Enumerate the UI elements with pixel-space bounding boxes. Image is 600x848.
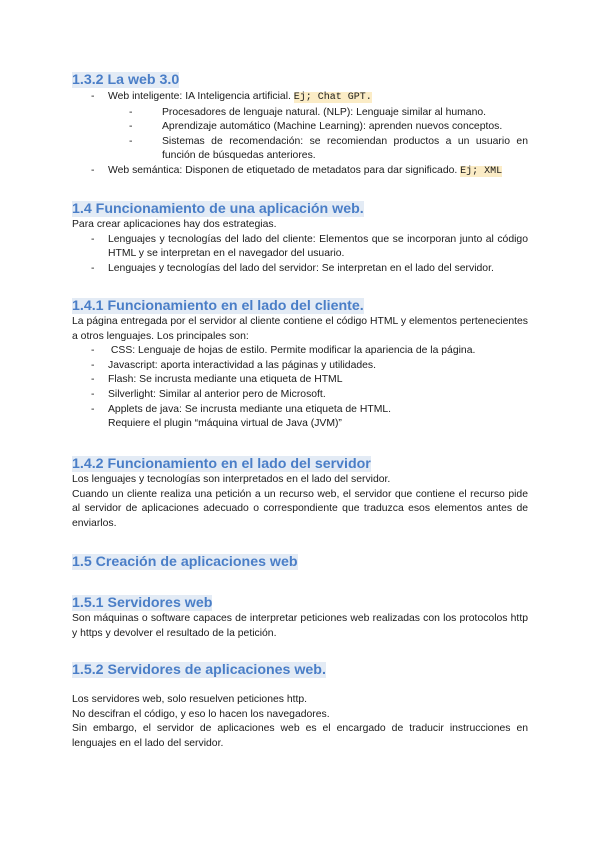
- heading-1-4: 1.4 Funcionamiento de una aplicación web.: [72, 201, 364, 217]
- paragraph: Cuando un cliente realiza una petición a un recurso web, el servidor que contiene el recurso pide al servidor de aplicaciones adecuado o correspondiente que traduzca esos elementos antes de enviarlos.: [72, 488, 528, 529]
- paragraph: No descifran el código, y eso lo hacen los navegadores.: [72, 708, 330, 720]
- list-item: - Applets de java: Se incrusta mediante una etiqueta de HTML.: [91, 403, 392, 415]
- client-languages-list: [72, 344, 528, 417]
- list-item: - Sistemas de recomendación: se recomiendan productos a un usuario en función de búsquedas anteriores.: [129, 135, 528, 162]
- list-item: - Procesadores de lenguaje natural. (NLP): Lenguaje similar al humano.: [129, 106, 487, 118]
- paragraph: Los servidores web, solo resuelven peticiones http.: [72, 694, 308, 705]
- list-item: - Web inteligente: IA Inteligencia artificial. Ej; Chat GPT.: [91, 91, 372, 103]
- paragraph: Son máquinas o software capaces de interpretar peticiones web realizadas con los protocolos http y https y devolver el resultado de la petición.: [72, 613, 528, 639]
- paragraph: Para crear aplicaciones hay dos estrategias.: [72, 219, 277, 230]
- section-1-4-2: [72, 455, 528, 531]
- paragraph: Los lenguajes y tecnologías son interpretados en el lado del servidor.: [72, 474, 391, 485]
- list-item: - Silverlight: Similar al anterior pero de Microsoft.: [91, 388, 326, 400]
- strategies-list: [72, 233, 528, 277]
- heading-1-4-1: 1.4.1 Funcionamiento en el lado del cliente.: [72, 298, 364, 314]
- heading-1-4-2: 1.4.2 Funcionamiento en el lado del servidor: [72, 456, 371, 472]
- list-item: - CSS: Lenguaje de hojas de estilo. Permite modificar la apariencia de la página.: [91, 345, 476, 357]
- heading-1-5: 1.5 Creación de aplicaciones web: [72, 554, 298, 570]
- heading-1-5-1: 1.5.1 Servidores web: [72, 595, 213, 611]
- list-item: - Aprendizaje automático (Machine Learning): aprenden nuevos conceptos.: [129, 121, 503, 133]
- section-1-4: [72, 200, 528, 276]
- heading-1-5-2: 1.5.2 Servidores de aplicaciones web.: [72, 662, 326, 678]
- section-1-3-2: [72, 71, 528, 180]
- list-item: - Lenguajes y tecnologías del lado del servidor: Se interpretan en el lado del servidor.: [91, 262, 494, 274]
- list-item: - Lenguajes y tecnologías del lado del cliente: Elementos que se incorporan junto al código HTML y se interpretan en el navegador del usuario.: [91, 233, 528, 260]
- list-item: - Web semántica: Disponen de etiquetado de metadatos para dar significado. Ej; XML: [91, 164, 503, 177]
- paragraph: Sin embargo, el servidor de aplicaciones web es el encargado de traducir instrucciones en lenguajes en el lado del servidor.: [72, 723, 528, 749]
- web30-list: [72, 90, 528, 180]
- section-1-5: [72, 553, 528, 571]
- paragraph: La página entregada por el servidor al cliente contiene el código HTML y elementos pertenecientes a otros lenguajes. Los principales son:: [72, 316, 528, 342]
- section-1-5-1: [72, 594, 528, 641]
- heading-1-3-2: 1.3.2 La web 3.0: [72, 72, 180, 88]
- list-item: - Flash: Se incrusta mediante una etiqueta de HTML: [91, 374, 343, 386]
- jvm-note: Requiere el plugin “máquina virtual de Java (JVM)”: [108, 418, 342, 430]
- list-item: - Javascript: aporta interactividad a las páginas y utilidades.: [91, 359, 376, 371]
- section-1-4-1: [72, 297, 528, 432]
- section-1-5-2: [72, 661, 528, 751]
